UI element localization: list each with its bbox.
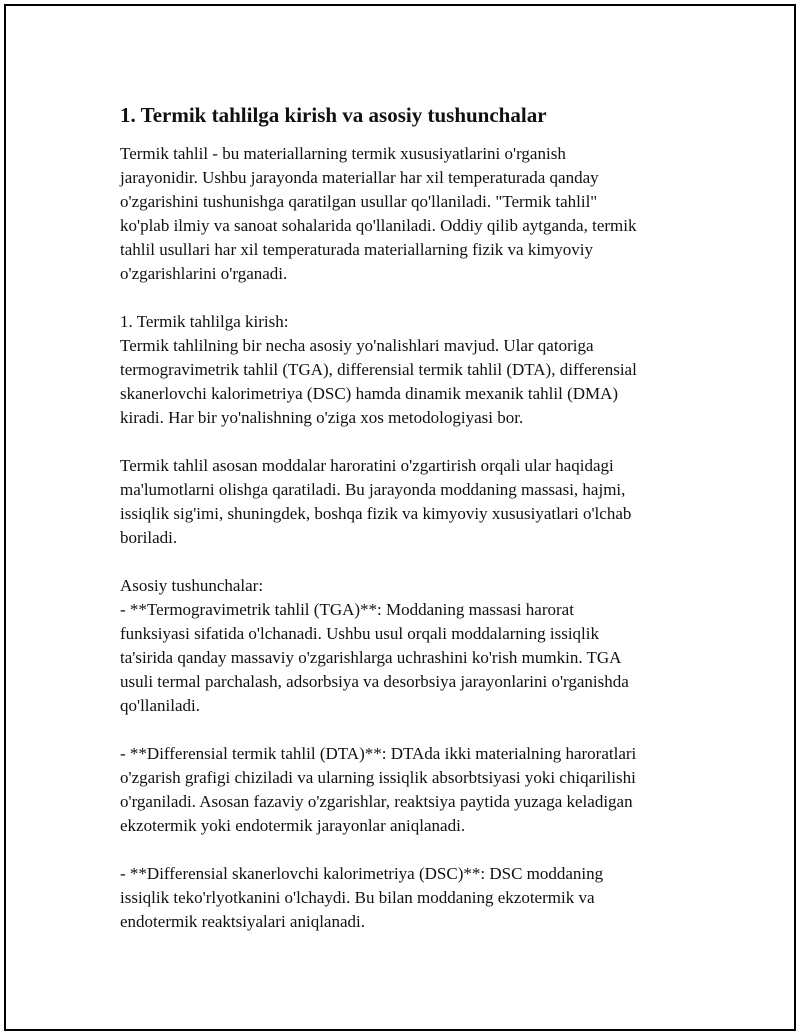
document-title: 1. Termik tahlilga kirish va asosiy tushunchalar [120, 103, 547, 127]
text-line: kiradi. Har bir yo'nalishning o'ziga xos metodologiyasi bor. [120, 408, 524, 427]
text-line: tahlil usullari har xil temperaturada materiallarning fizik va kimyoviy [120, 240, 594, 259]
text-line: ta'sirida qanday massaviy o'zgarishlarga uchrashini ko'rish mumkin. TGA [120, 648, 622, 667]
text-line: - **Differensial skanerlovchi kalorimetriya (DSC)**: DSC moddaning [120, 864, 604, 883]
text-line: issiqlik sig'imi, shuningdek, boshqa fizik va kimyoviy xususiyatlari o'lchab [120, 504, 632, 523]
paragraph-tga [120, 574, 700, 718]
paragraph-overview [120, 454, 700, 550]
text-line: endotermik reaktsiyalari aniqlanadi. [120, 912, 365, 931]
text-line: ma'lumotlarni olishga qaratiladi. Bu jarayonda moddaning massasi, hajmi, [120, 480, 626, 499]
text-line: Termik tahlil asosan moddalar haroratini o'zgartirish orqali ular haqidagi [120, 456, 614, 475]
text-line: skanerlovchi kalorimetriya (DSC) hamda dinamik mexanik tahlil (DMA) [120, 384, 619, 403]
text-line: o'rganiladi. Asosan fazaviy o'zgarishlar, reaktsiya paytida yuzaga keladigan [120, 792, 633, 811]
text-line: - **Differensial termik tahlil (DTA)**: DTAda ikki materialning haroratlari [120, 744, 637, 763]
section-heading: 1. Termik tahlilga kirish: [120, 312, 289, 331]
text-line: Termik tahlilning bir necha asosiy yo'nalishlari mavjud. Ular qatoriga [120, 336, 594, 355]
text-line: o'zgarish grafigi chiziladi va ularning issiqlik absorbtsiyasi yoki chiqarilishi [120, 768, 636, 787]
paragraph-dta [120, 742, 700, 838]
text-line: usuli termal parchalash, adsorbsiya va desorbsiya jarayonlarini o'rganishda [120, 672, 629, 691]
text-line: o'zgarishini tushunishga qaratilgan usullar qo'llaniladi. "Termik tahlil" [120, 192, 598, 211]
document-body [120, 102, 700, 958]
text-line: Termik tahlil - bu materiallarning termik xususiyatlarini o'rganish [120, 144, 566, 163]
page-frame [4, 4, 796, 1031]
text-line: jarayonidir. Ushbu jarayonda materiallar har xil temperaturada qanday [120, 168, 599, 187]
text-line: issiqlik teko'rlyotkanini o'lchaydi. Bu bilan moddaning ekzotermik va [120, 888, 595, 907]
text-line: - **Termogravimetrik tahlil (TGA)**: Moddaning massasi harorat [120, 600, 574, 619]
text-line: ko'plab ilmiy va sanoat sohalarida qo'llaniladi. Oddiy qilib aytganda, termik [120, 216, 637, 235]
text-line: ekzotermik yoki endotermik jarayonlar aniqlanadi. [120, 816, 466, 835]
section-heading: Asosiy tushunchalar: [120, 576, 264, 595]
text-line: boriladi. [120, 528, 178, 547]
text-line: qo'llaniladi. [120, 696, 201, 715]
text-line: o'zgarishlarini o'rganadi. [120, 264, 288, 283]
text-line: funksiyasi sifatida o'lchanadi. Ushbu usul orqali moddalarning issiqlik [120, 624, 599, 643]
text-line: termogravimetrik tahlil (TGA), differensial termik tahlil (DTA), differensial [120, 360, 637, 379]
paragraph-intro [120, 142, 700, 286]
paragraph-section-intro [120, 310, 700, 430]
paragraph-dsc [120, 862, 700, 934]
